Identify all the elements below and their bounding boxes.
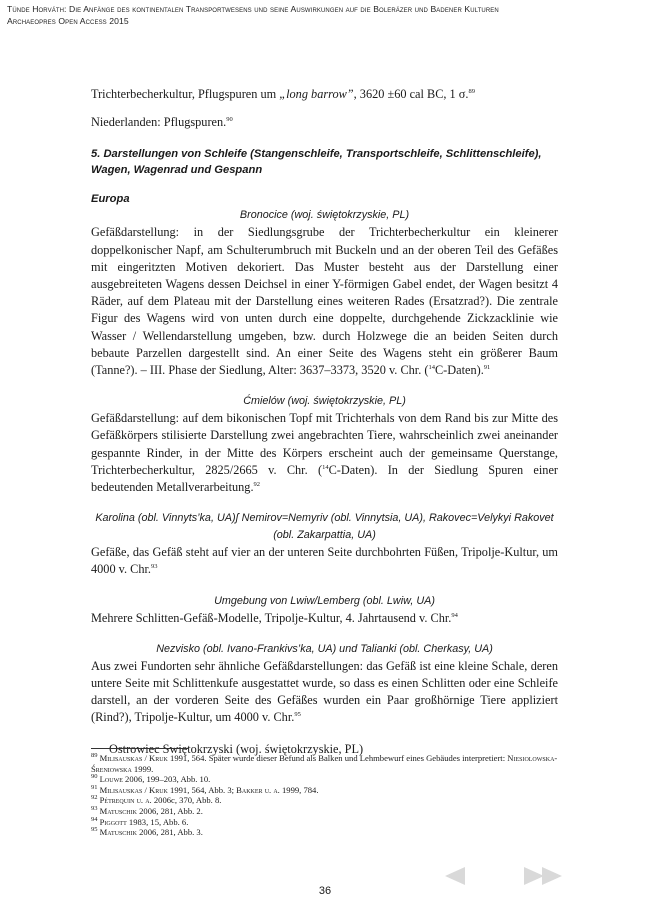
header-line-2: Archaeopres Open Access 2015 bbox=[7, 16, 129, 26]
entry-location-cmielow: Ćmielów (woj. świętokrzyskie, PL) bbox=[243, 395, 406, 408]
footnotes bbox=[91, 753, 558, 838]
entry-text-cmielow: Gefäßdarstellung: auf dem bikonischen Topf mit Trichterhals von dem Rand bis zur Mitte des Gefäßkörpers stilisierte Darstellung zwei angebrachten Tiere, wahrscheinlich zwei aneinander gespannte Rinder, in der Mitte des Körpers erscheint auch der gemeinsame Querstange, Trichterbecherkultur, 2825/2665 v. Chr. ($^{14}$C-Daten). In der Siedlung Spuren einer bedeutenden Metallverarbeitung.$^{92}$ bbox=[91, 411, 559, 495]
footnote-92: $^{92}$ Pétrequin u. a. 2006c, 370, Abb. 8. bbox=[91, 794, 222, 806]
footnote-ref[interactable]: 95 bbox=[294, 711, 301, 719]
running-header bbox=[7, 3, 499, 27]
footnote-ref[interactable]: 91 bbox=[483, 363, 491, 371]
footnote-89: $^{89}$ Milisauskas / Kruk 1991, 564. Später wurde dieser Befund als Balken und Lehmbewurf eines Gebäudes interpretiert: Niesiolowska-Śreniowska 1999. bbox=[91, 752, 558, 774]
entry-text-karolina: Gefäße, das Gefäß steht auf vier an der unteren Seite durchbohrten Füßen, Tripolje-Kultur, um 4000 v. Chr.$^{93}$ bbox=[91, 545, 558, 577]
entry-location-nezvisko: Nezvisko (obl. Ivano-Frankivs’ka, UA) und Talianki (obl. Cherkasy, UA) bbox=[156, 642, 493, 655]
next-page-double-arrow-icon[interactable] bbox=[524, 867, 562, 885]
footnote-93: $^{93}$ Matuschik 2006, 281, Abb. 2. bbox=[91, 805, 203, 816]
main-content bbox=[91, 86, 558, 758]
prev-page-arrow-icon[interactable] bbox=[445, 867, 465, 885]
header-line-1: Tünde Horváth: Die Anfänge des kontinentalen Transportwesens und seine Auswirkungen auf die Boleräzer und Badener Kulturen bbox=[7, 4, 499, 14]
footnote-ref[interactable]: 93 bbox=[151, 563, 158, 571]
entry-location-karolina: Karolina (obl. Vinnyts’ka, UA)ʃ Nemirov=Nemyriv (obl. Vinnytsia, UA), Rakovec=Velykyi Rakovet (obl. Zakarpattia, UA) bbox=[95, 512, 554, 542]
section-subheading: Europa bbox=[91, 193, 130, 206]
intro-paragraph-2: Niederlanden: Pflugspuren.$^{90}$ bbox=[91, 115, 233, 130]
footnote-95: $^{95}$ Matuschik 2006, 281, Abb. 3. bbox=[91, 826, 203, 838]
entry-location-ostrowiec: Ostrowiec Swiętokrzyski (woj. świętokrzyskie, PL) bbox=[109, 741, 364, 756]
page-number: 36 bbox=[318, 885, 332, 897]
footnote-ref[interactable]: 92 bbox=[253, 480, 261, 488]
entry-text-lwiw: Mehrere Schlitten-Gefäß-Modelle, Tripolje-Kultur, 4. Jahrtausend v. Chr.$^{94}$ bbox=[91, 610, 458, 625]
footnote-divider bbox=[91, 748, 189, 749]
section-heading: 5. Darstellungen von Schleife (Stangenschleife, Transportschleife, Schlittenschleife), Wagen, Wagenrad und Gespann bbox=[91, 148, 542, 177]
entry-location-bronocice: Bronocice (woj. świętokrzyskie, PL) bbox=[239, 209, 410, 222]
footnote-90: $^{90}$ Louwe 2006, 199–203, Abb. 10. bbox=[91, 773, 211, 785]
footnote-ref[interactable]: 94 bbox=[451, 611, 458, 619]
footnote-ref[interactable]: 89 bbox=[468, 87, 475, 95]
footnote-91: $^{91}$ Milisauskas / Kruk 1991, 564, Abb. 3; Bakker u. a. 1999, 784. bbox=[91, 783, 319, 795]
footnote-94: $^{94}$ Piggott 1983, 15, Abb. 6. bbox=[91, 815, 189, 827]
entry-text-nezvisko: Aus zwei Fundorten sehr ähnliche Gefäßdarstellungen: das Gefäß ist eine kleine Schale, deren untere Seite mit Schlittenkufe ausgestattet wurde, so dass es einen Schlitten oder eine Schleife darstell, an der vorderen Seite des Gefäßes wurden ein Paar großhörnige Tiere appliziert (Rind?), Tripolje-Kultur, um 4000 v. Chr.$^{95}$ bbox=[91, 658, 558, 725]
intro-paragraph-1: Trichterbecherkultur, Pflugspuren um „long barrow”, 3620 ±60 cal BC, 1 σ.$^{89}$ bbox=[91, 87, 475, 101]
footnote-ref[interactable]: 90 bbox=[226, 116, 233, 124]
entry-text-bronocice: Gefäßdarstellung: in der Siedlungsgrube der Trichterbecherkultur ein kleinerer doppelkonischer Napf, am Schulterumbruch mit Buckeln und an der oberen Teil des Gefäßes mit eingeritzten Motiven dekoriert. Das Muster besteht aus der Darstellung einer ausgebreiteten Wagens dessen Deichsel in einer Y-förmigen Gabel endet, der Wagen besitzt 4 Räder, auf dem Plateau mit der Darstellung eines weiteren Rades (Ersatzrad?). Die zentrale Figur des Wagens wird von unten durch eine doppelte, durchgehende Zickzacklinie wie Wasser / Wellendarstellung umgeben, bzw. durch Holzwege die an beiden Seiten durch bebaute Parzellen dargestellt sind. An einer Seite des Wagens steht ein größerer Baum (Tanne?). – III. Phase der Siedlung, Alter: 3637–3373, 3520 v. Chr. ($^{14}$C-Daten).$^{91}$ bbox=[91, 225, 558, 378]
entry-location-lwiw: Umgebung von Lwiw/Lemberg (obl. Lwiw, UA) bbox=[214, 594, 435, 607]
